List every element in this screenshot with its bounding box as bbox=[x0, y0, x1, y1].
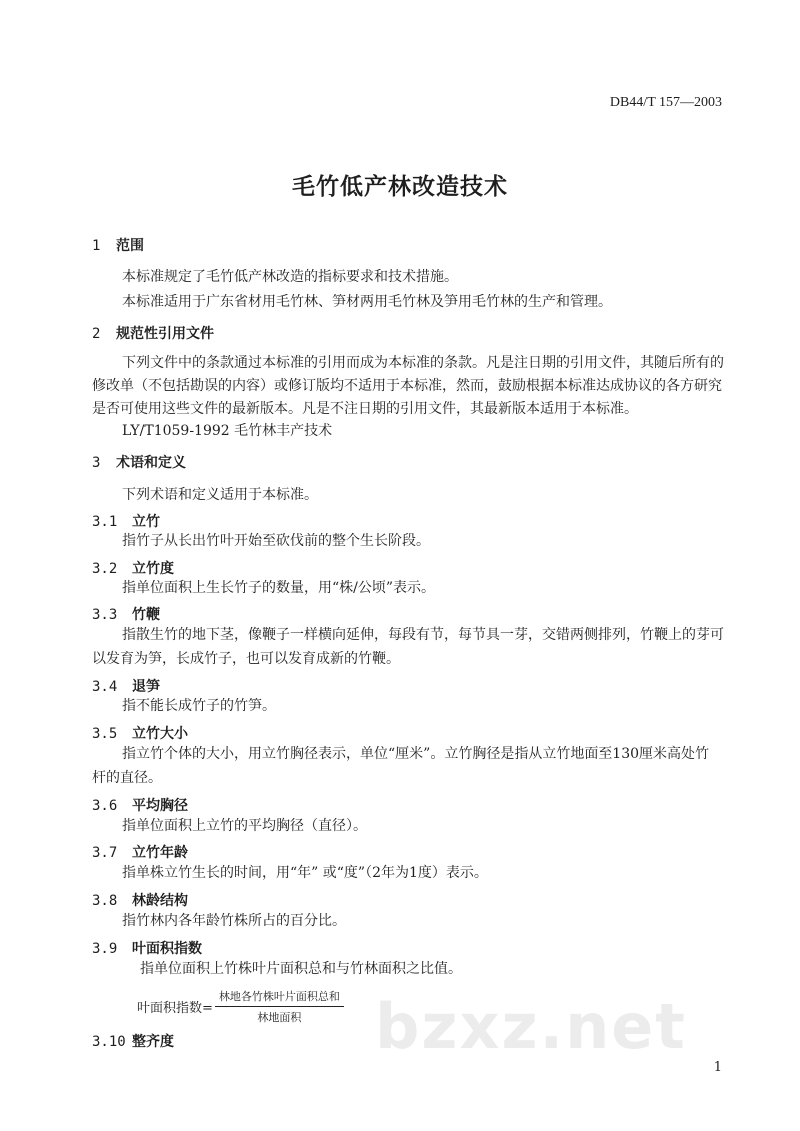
term-3-7-heading bbox=[92, 842, 188, 862]
term-3-8-heading bbox=[92, 890, 188, 910]
definition: 指单株立竹生长的时间，用“年” 或“度”（2年为1度）表示。 bbox=[122, 865, 488, 881]
definition: 指单位面积上立竹的平均胸径（直径）。 bbox=[122, 818, 367, 834]
definition-line: 以发育为笋，长成竹子，也可以发育成新的竹鞭。 bbox=[92, 651, 400, 667]
paragraph: 下列术语和定义适用于本标准。 bbox=[122, 487, 318, 503]
term-3-2-heading bbox=[92, 558, 174, 578]
definition: 指竹子从长出竹叶开始至砍伐前的整个生长阶段。 bbox=[122, 533, 430, 549]
definition-line: 杆的直径。 bbox=[92, 770, 162, 786]
section-number: 3.3 bbox=[92, 607, 118, 623]
paragraph: 本标准规定了毛竹低产林改造的指标要求和技术措施。 bbox=[122, 269, 458, 285]
paragraph-line: 下列文件中的条款通过本标准的引用而成为本标准的条款。凡是注日期的引用文件，其随后所有的 bbox=[122, 355, 724, 371]
page-number: 1 bbox=[713, 1060, 722, 1075]
term-title: 退笋 bbox=[132, 679, 160, 695]
definition-line: 指散生竹的地下茎，像鞭子一样横向延伸，每段有节，每节具一芽，交错两侧排列，竹鞭上的芽可 bbox=[122, 627, 724, 643]
standard-code: DB44/T 157—2003 bbox=[609, 95, 722, 110]
term-3-10-heading bbox=[92, 1031, 174, 1051]
formula-fraction bbox=[215, 988, 344, 1025]
section-title: 术语和定义 bbox=[116, 455, 186, 471]
formula-denominator: 林地面积 bbox=[257, 1011, 302, 1024]
section-number: 3.6 bbox=[92, 798, 118, 814]
term-title: 整齐度 bbox=[132, 1034, 174, 1050]
definition: 指不能长成竹子的竹笋。 bbox=[122, 698, 276, 714]
paragraph: 本标准适用于广东省材用毛竹林、笋材两用毛竹林及笋用毛竹林的生产和管理。 bbox=[122, 294, 612, 310]
term-title: 立竹年龄 bbox=[132, 845, 188, 861]
term-title: 平均胸径 bbox=[132, 798, 188, 814]
section-number: 3.2 bbox=[92, 561, 118, 577]
section-number: 3.5 bbox=[92, 726, 118, 742]
term-title: 竹鞭 bbox=[132, 607, 160, 623]
section-number: 3.7 bbox=[92, 845, 118, 861]
section-number: 3.10 bbox=[92, 1034, 126, 1050]
term-3-4-heading bbox=[92, 676, 160, 696]
term-3-1-heading bbox=[92, 511, 160, 531]
section-2-heading bbox=[92, 323, 214, 343]
term-title: 立竹大小 bbox=[132, 726, 188, 742]
section-3-heading bbox=[92, 452, 186, 472]
definition: 指竹林内各年龄竹株所占的百分比。 bbox=[122, 913, 346, 929]
section-number: 3.9 bbox=[92, 941, 118, 957]
formula-lhs: 叶面积指数= bbox=[137, 1001, 213, 1016]
watermark: bzxz.net bbox=[375, 990, 687, 1063]
term-title: 立竹度 bbox=[132, 561, 174, 577]
paragraph-line: 是否可使用这些文件的最新版本。凡是不注日期的引用文件，其最新版本适用于本标准。 bbox=[92, 401, 638, 417]
term-3-5-heading bbox=[92, 723, 188, 743]
section-number: 3 bbox=[92, 455, 101, 471]
definition: 指单位面积上生长竹子的数量，用“株/公顷”表示。 bbox=[122, 580, 436, 596]
section-number: 3.8 bbox=[92, 893, 118, 909]
leaf-area-index-formula bbox=[137, 988, 344, 1025]
formula-numerator: 林地各竹株叶片面积总和 bbox=[215, 988, 344, 1007]
section-1-heading bbox=[92, 235, 144, 255]
definition: 指单位面积上竹株叶片面积总和与竹林面积之比值。 bbox=[140, 961, 462, 977]
document-title: 毛竹低产林改造技术 bbox=[292, 174, 508, 200]
section-title: 规范性引用文件 bbox=[116, 326, 214, 342]
normative-reference: LY/T1059-1992 毛竹林丰产技术 bbox=[122, 423, 333, 439]
term-title: 立竹 bbox=[132, 514, 160, 530]
term-title: 林龄结构 bbox=[132, 893, 188, 909]
section-number: 3.1 bbox=[92, 514, 118, 530]
term-3-9-heading bbox=[92, 938, 202, 958]
section-number: 1 bbox=[92, 238, 101, 254]
term-3-6-heading bbox=[92, 795, 188, 815]
definition-line: 指立竹个体的大小，用立竹胸径表示，单位“厘米”。立竹胸径是指从立竹地面至130厘米高处竹 bbox=[122, 746, 710, 762]
paragraph-line: 修改单（不包括勘误的内容）或修订版均不适用于本标准，然而，鼓励根据本标准达成协议的各方研究 bbox=[92, 378, 722, 394]
term-3-3-heading bbox=[92, 604, 160, 624]
term-title: 叶面积指数 bbox=[132, 941, 202, 957]
section-number: 3.4 bbox=[92, 679, 118, 695]
section-number: 2 bbox=[92, 326, 101, 342]
section-title: 范围 bbox=[116, 238, 144, 254]
